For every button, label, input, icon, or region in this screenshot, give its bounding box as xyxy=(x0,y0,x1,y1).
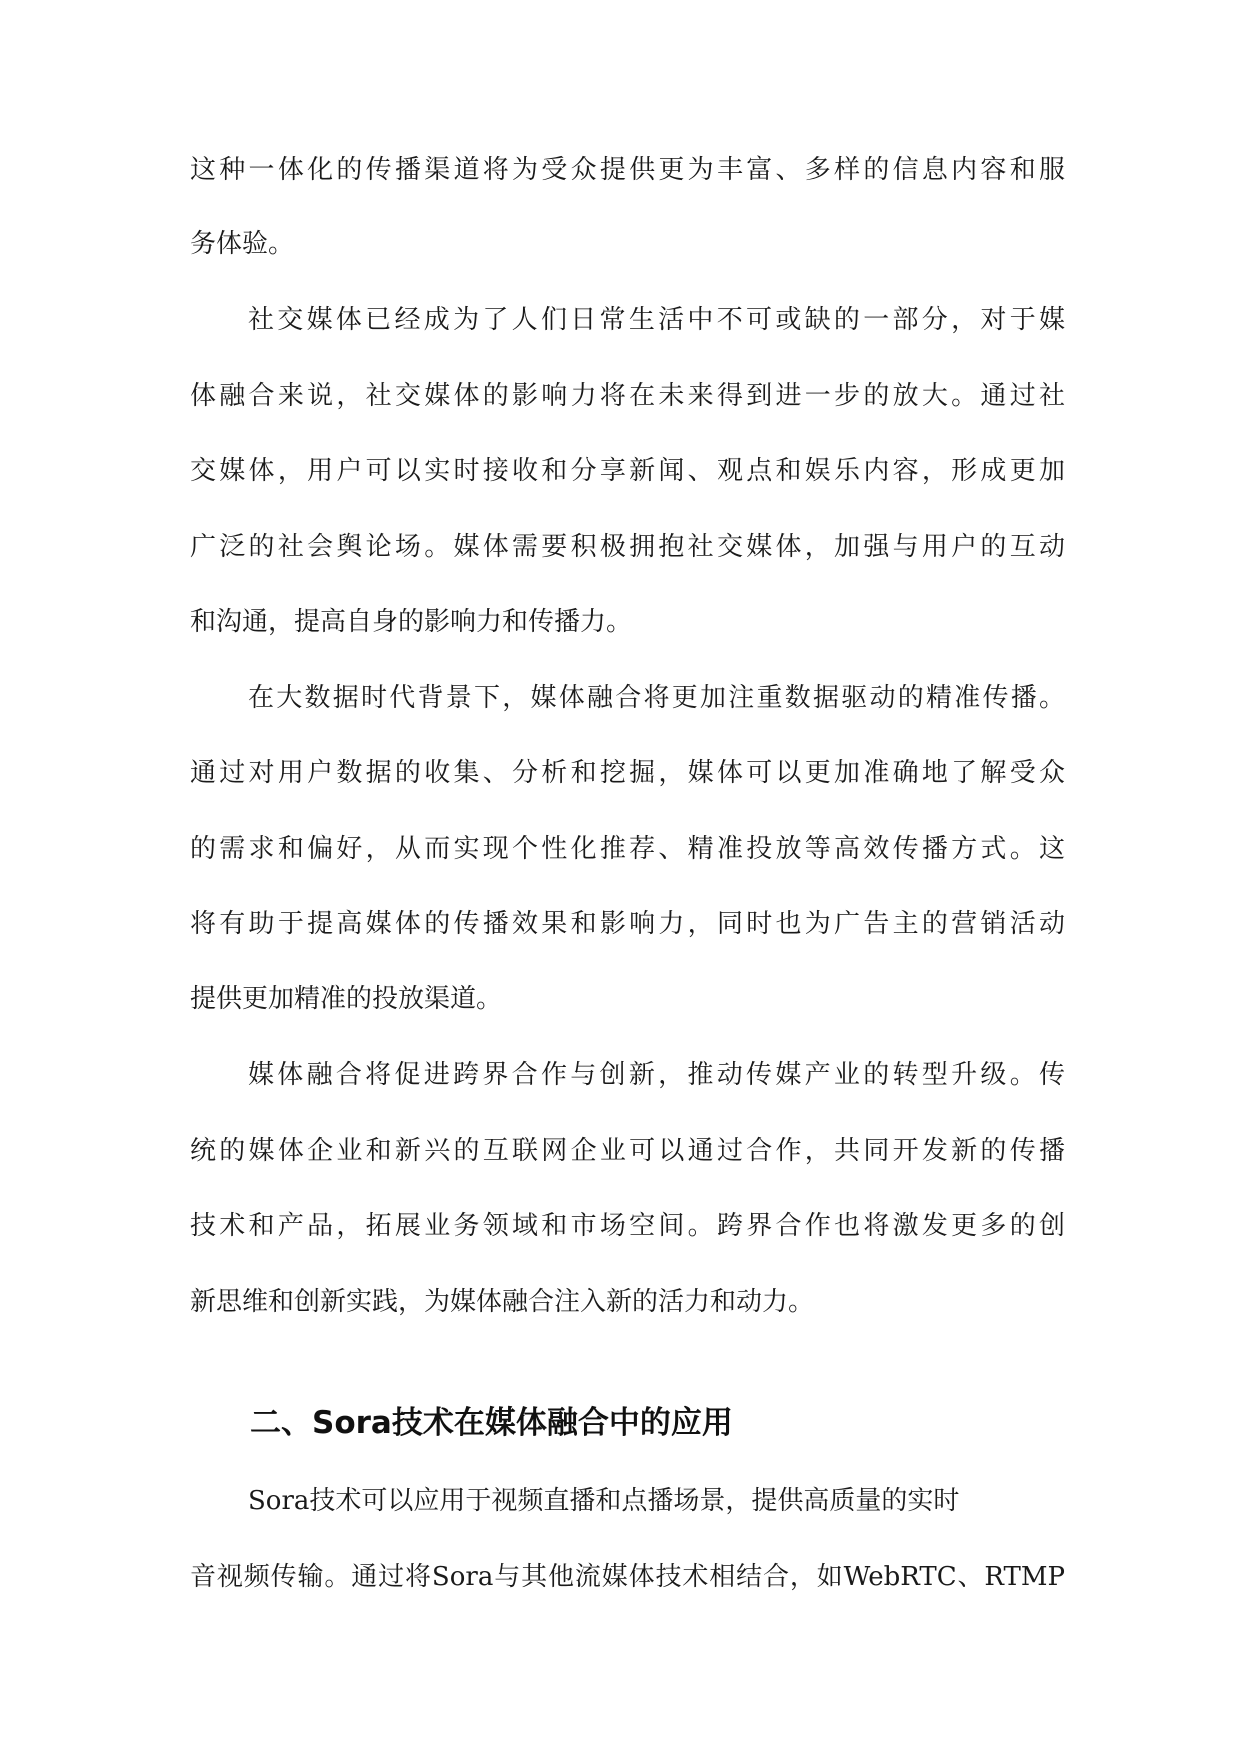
paragraph-2-line-3: 交媒体，用户可以实时接收和分享新闻、观点和娱乐内容，形成更加 xyxy=(190,456,1065,486)
paragraph-4-line-3: 技术和产品，拓展业务领域和市场空间。跨界合作也将激发更多的创 xyxy=(190,1211,1065,1241)
paragraph-3-line-2: 通过对用户数据的收集、分析和挖掘，媒体可以更加准确地了解受众 xyxy=(190,758,1065,788)
paragraph-3-line-4: 将有助于提高媒体的传播效果和影响力，同时也为广告主的营销活动 xyxy=(190,909,1065,939)
section-heading: 二、Sora技术在媒体融合中的应用 xyxy=(250,1405,733,1441)
paragraph-2-line-2: 体融合来说，社交媒体的影响力将在未来得到进一步的放大。通过社 xyxy=(190,381,1065,411)
paragraph-5-line-1: Sora技术可以应用于视频直播和点播场景，提供高质量的实时 xyxy=(248,1486,960,1516)
paragraph-4-line-1: 媒体融合将促进跨界合作与创新，推动传媒产业的转型升级。传 xyxy=(248,1060,1065,1090)
paragraph-2-line-1: 社交媒体已经成为了人们日常生活中不可或缺的一部分，对于媒 xyxy=(248,305,1065,335)
paragraph-3-line-3: 的需求和偏好，从而实现个性化推荐、精准投放等高效传播方式。这 xyxy=(190,834,1065,864)
paragraph-4-line-2: 统的媒体企业和新兴的互联网企业可以通过合作，共同开发新的传播 xyxy=(190,1136,1065,1166)
paragraph-1-line-2: 务体验。 xyxy=(190,229,295,259)
paragraph-2-line-5: 和沟通，提高自身的影响力和传播力。 xyxy=(190,607,633,637)
paragraph-2-line-4: 广泛的社会舆论场。媒体需要积极拥抱社交媒体，加强与用户的互动 xyxy=(190,532,1065,562)
paragraph-3-line-5: 提供更加精准的投放渠道。 xyxy=(190,984,503,1014)
paragraph-1-line-1: 这种一体化的传播渠道将为受众提供更为丰富、多样的信息内容和服 xyxy=(190,155,1065,185)
paragraph-3-line-1: 在大数据时代背景下，媒体融合将更加注重数据驱动的精准传播。 xyxy=(248,683,1065,713)
paragraph-5-line-2: 音视频传输。通过将Sora与其他流媒体技术相结合，如WebRTC、RTMP xyxy=(190,1562,1065,1592)
paragraph-4-line-4: 新思维和创新实践，为媒体融合注入新的活力和动力。 xyxy=(190,1287,815,1317)
